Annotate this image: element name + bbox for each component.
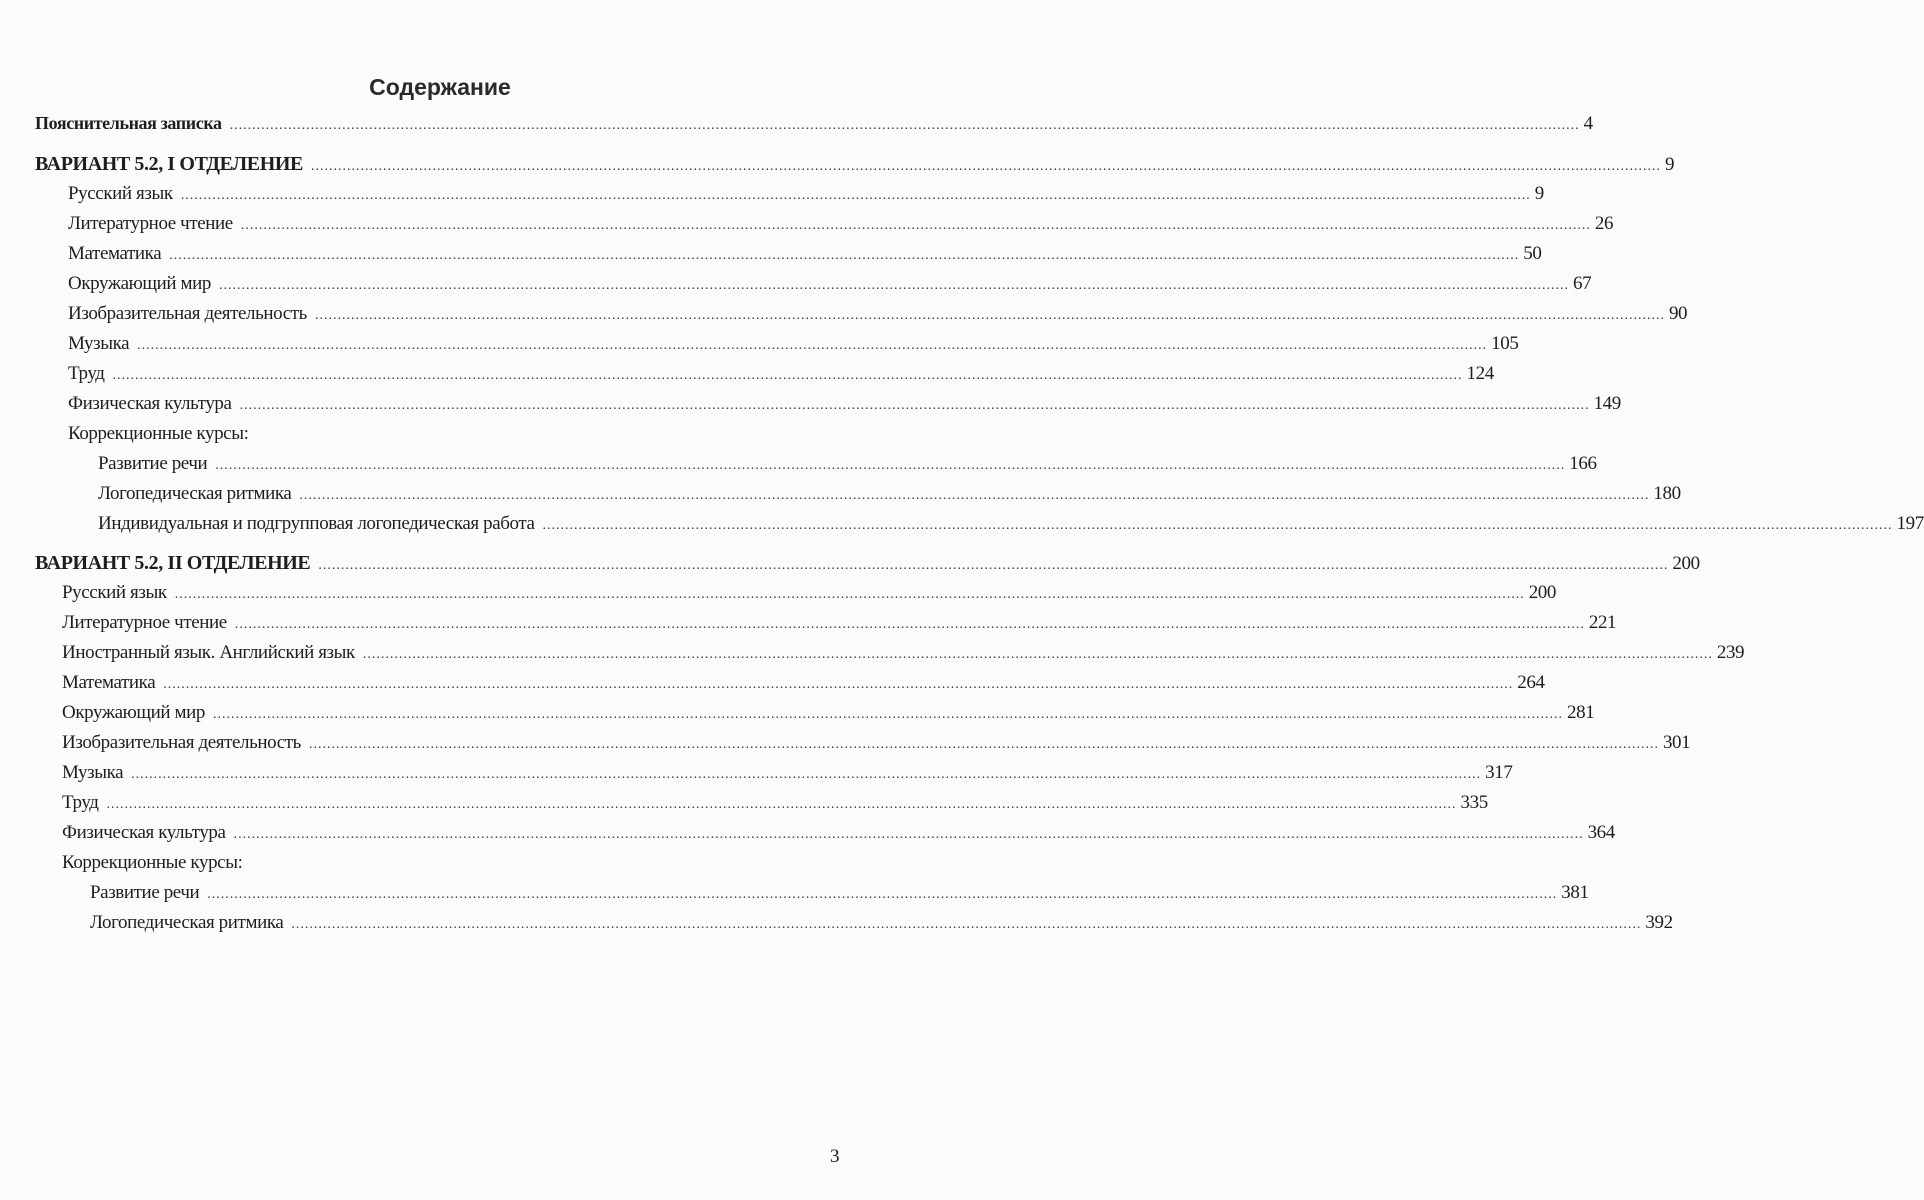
toc-entry-page: 50 [1523,243,1542,264]
toc-entry [0,108,1593,140]
table-of-contents [0,108,1924,938]
toc-entry-page: 9 [1534,183,1544,204]
toc-entry-label: ВАРИАНТ 5.2, I ОТДЕЛЕНИЕ [35,153,303,175]
dot-leader: ............................................................................................................................................................................................................................................................................................................ [233,827,1584,842]
toc-entry-label: Русский язык [62,582,167,603]
toc-entry-page: 67 [1573,273,1592,294]
toc-entry [0,239,1542,269]
toc-entry-page: 200 [1528,582,1557,603]
toc-entry-label: Пояснительная записка [35,113,222,133]
toc-entry [0,389,1621,419]
toc-entry-label: Труд [62,792,99,813]
toc-entry-label: Окружающий мир [68,273,212,294]
toc-entry [0,179,1544,209]
toc-entry-label: Литературное чтение [62,612,227,633]
dot-leader: ............................................................................................................................................................................................................................................................................................................ [291,917,1642,932]
dot-leader: ............................................................................................................................................................................................................................................................................................................ [106,797,1457,812]
toc-section-heading [0,548,1700,578]
dot-leader: ............................................................................................................................................................................................................................................................................................................ [311,159,1661,174]
dot-leader: ............................................................................................................................................................................................................................................................................................................ [137,338,1488,353]
toc-entry-page: 105 [1491,333,1519,354]
toc-entry-label: Музыка [62,762,124,783]
dot-leader: ............................................................................................................................................................................................................................................................................................................ [308,737,1659,752]
toc-entry-label: Иностранный язык. Английский язык [62,642,355,663]
toc-entry-page: 90 [1668,303,1688,324]
toc-entry-label: Физическая культура [62,822,226,843]
toc-entry-page: 264 [1517,672,1545,693]
toc-entry [0,668,1545,698]
page-number: 3 [830,1146,840,1167]
toc-entry-page: 149 [1593,393,1621,414]
toc-entry-label: Индивидуальная и подгрупповая логопедическая работа [98,513,535,534]
toc-entry-page: 180 [1653,483,1681,504]
toc-entry [0,848,900,878]
toc-entry-label: ВАРИАНТ 5.2, II ОТДЕЛЕНИЕ [35,552,311,574]
dot-leader: ............................................................................................................................................................................................................................................................................................................ [318,558,1669,573]
toc-entry-page: 4 [1583,113,1593,134]
dot-leader: ............................................................................................................................................................................................................................................................................................................ [174,587,1525,602]
dot-leader: ............................................................................................................................................................................................................................................................................................................ [215,458,1566,473]
dot-leader: ............................................................................................................................................................................................................................................................................................................ [131,767,1482,782]
toc-entry-page: 364 [1587,822,1615,843]
toc-entry-label: Окружающий мир [62,702,206,723]
dot-leader: ............................................................................................................................................................................................................................................................................................................ [219,278,1570,293]
toc-entry-label: Математика [62,672,156,693]
toc-entry-page: 124 [1466,363,1494,384]
toc-entry [0,419,900,449]
toc-entry-page: 200 [1672,553,1700,574]
toc-entry [0,728,1691,758]
toc-entry-label: Литературное чтение [68,213,233,234]
toc-section-heading [0,149,1675,179]
dot-leader: ............................................................................................................................................................................................................................................................................................................ [229,118,1580,133]
toc-entry-label: Изобразительная деятельность [68,303,307,324]
toc-entry-page: 166 [1569,453,1597,474]
toc-entry-label: Изобразительная деятельность [62,732,301,753]
toc-entry-page: 317 [1485,762,1513,783]
toc-entry-page: 9 [1665,154,1675,175]
dot-leader: ............................................................................................................................................................................................................................................................................................................ [542,518,1893,533]
toc-entry [0,758,1513,788]
toc-entry [0,818,1615,848]
toc-entry [0,878,1589,908]
toc-entry-label: Развитие речи [90,882,200,903]
page-title: Содержание [369,74,511,100]
toc-entry-page: 335 [1460,792,1488,813]
toc-entry-label: Логопедическая ритмика [90,912,284,933]
toc-entry-page: 221 [1588,612,1617,633]
toc-entry [0,359,1494,389]
toc-entry-label: Математика [68,243,162,264]
toc-entry [0,578,1557,608]
toc-entry [0,509,1924,539]
dot-leader: ............................................................................................................................................................................................................................................................................................................ [239,398,1590,413]
toc-entry [0,449,1597,479]
toc-entry-page: 239 [1716,642,1745,663]
dot-leader: ............................................................................................................................................................................................................................................................................................................ [299,488,1650,503]
toc-entry [0,209,1614,239]
toc-entry-label: Русский язык [68,183,173,204]
toc-entry [0,788,1488,818]
dot-leader: ............................................................................................................................................................................................................................................................................................................ [169,248,1520,263]
dot-leader: ............................................................................................................................................................................................................................................................................................................ [240,218,1591,233]
toc-entry-page: 26 [1594,213,1614,234]
dot-leader: ............................................................................................................................................................................................................................................................................................................ [213,707,1564,722]
toc-entry-label: Физическая культура [68,393,232,414]
toc-entry [0,908,1673,938]
dot-leader: ............................................................................................................................................................................................................................................................................................................ [362,647,1713,662]
toc-entry-label: Логопедическая ритмика [98,483,292,504]
toc-entry-page: 281 [1567,702,1595,723]
toc-entry [0,698,1595,728]
toc-entry-label: Труд [68,363,105,384]
dot-leader: ............................................................................................................................................................................................................................................................................................................ [234,617,1585,632]
toc-entry [0,299,1688,329]
toc-entry-page: 197 [1896,513,1924,534]
toc-entry [0,269,1592,299]
toc-entry-label: Развитие речи [98,453,208,474]
dot-leader: ............................................................................................................................................................................................................................................................................................................ [314,308,1665,323]
toc-entry [0,608,1617,638]
dot-leader: ............................................................................................................................................................................................................................................................................................................ [207,887,1558,902]
toc-entry-label: Музыка [68,333,130,354]
dot-leader: ............................................................................................................................................................................................................................................................................................................ [112,368,1463,383]
dot-leader: ............................................................................................................................................................................................................................................................................................................ [163,677,1514,692]
toc-entry [0,638,1745,668]
toc-entry-page: 381 [1561,882,1589,903]
dot-leader: ............................................................................................................................................................................................................................................................................................................ [180,188,1531,203]
toc-entry-label: Коррекционные курсы: [68,423,249,444]
toc-entry-label: Коррекционные курсы: [62,852,243,873]
toc-entry-page: 392 [1645,912,1673,933]
toc-entry [0,479,1681,509]
toc-entry-page: 301 [1662,732,1691,753]
toc-entry [0,329,1519,359]
